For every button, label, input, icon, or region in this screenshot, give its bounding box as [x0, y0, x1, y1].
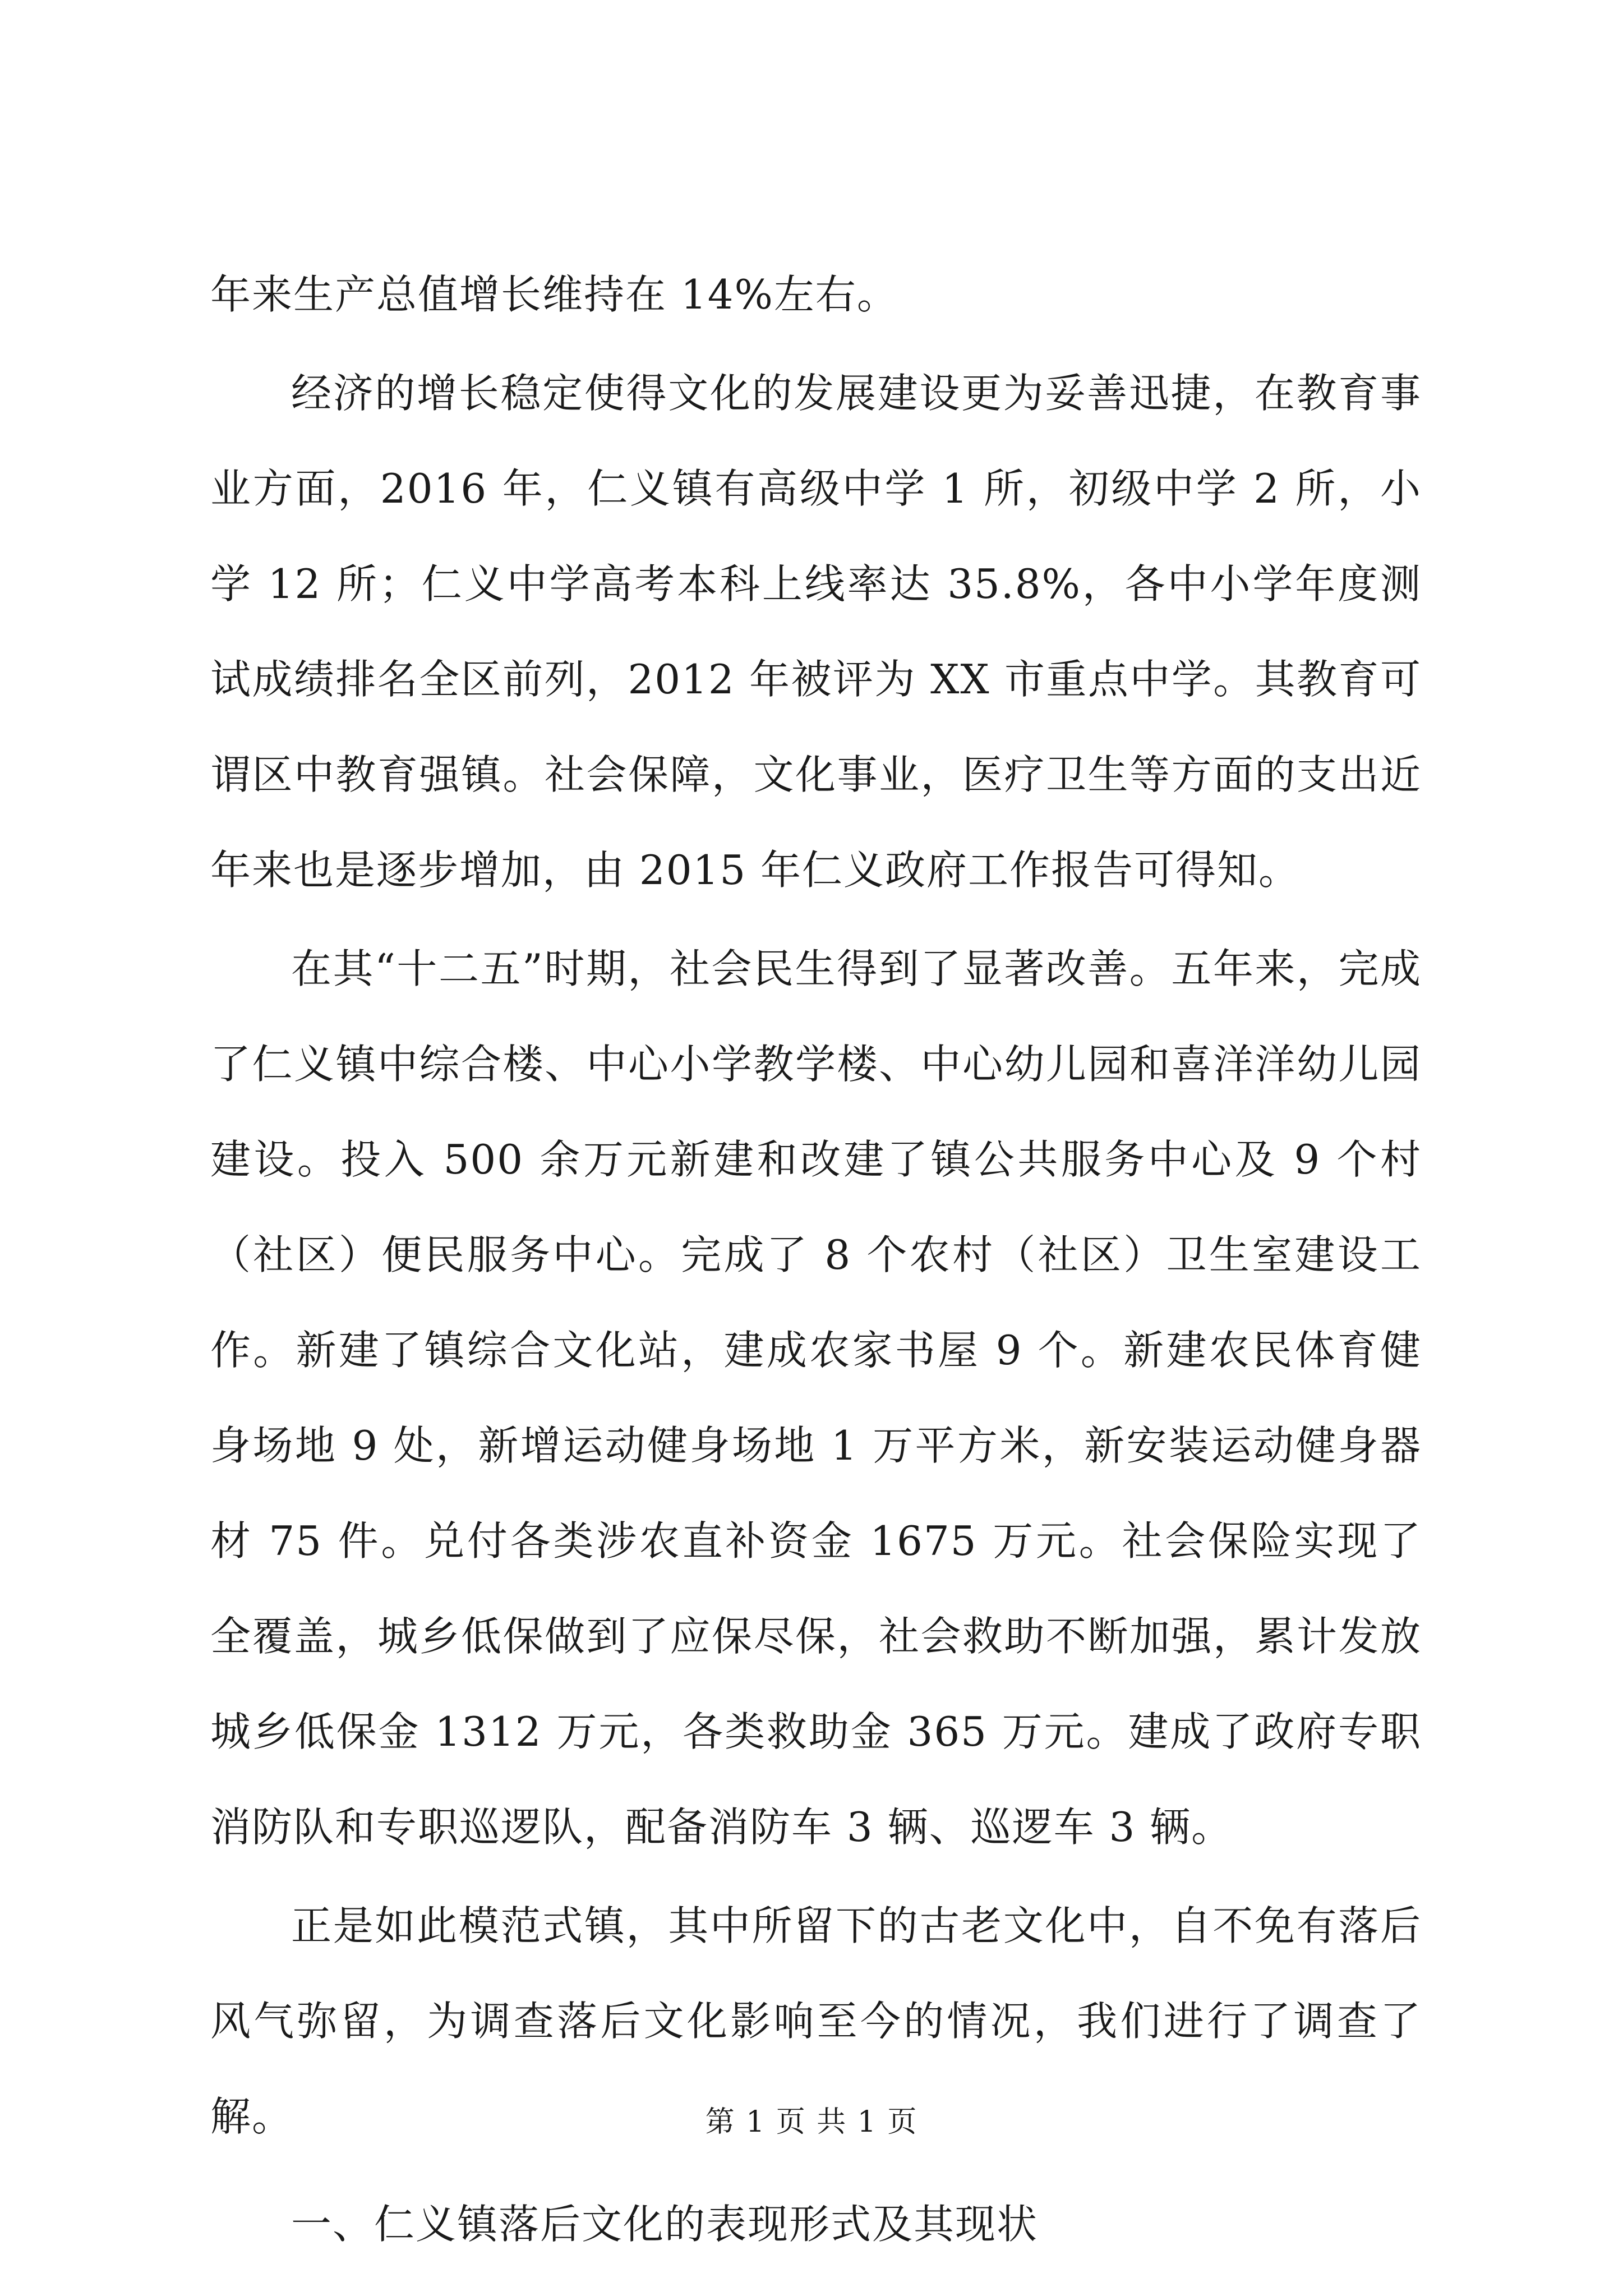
page-footer: 第 1 页 共 1 页: [705, 2105, 918, 2139]
paragraph-education: 经济的增长稳定使得文化的发展建设更为妥善迅捷，在教育事业方面，2016 年，仁义镇有高级中学 1 所，初级中学 2 所，小学 12 所；仁义中学高考本科上线率达 35.8%，各中小学年度测试成绩排名全区前列，2012 年被评为 XX 市重点中学。其教育可谓区中教育强镇。社会保障，文化事业，医疗卫生等方面的支出近年来也是逐步增加，由 2015 年仁义政府工作报告可得知。: [210, 370, 1422, 894]
paragraph-survey-intro: 正是如此模范式镇，其中所留下的古老文化中，自不免有落后风气弥留，为调查落后文化影响至今的情况，我们进行了调查了解。: [210, 1902, 1422, 2140]
paragraph-continuation: 年来生产总值增长维持在 14%左右。: [210, 271, 898, 318]
section-heading: 一、仁义镇落后文化的表现形式及其现状: [291, 2201, 1039, 2248]
document-body: [210, 247, 1422, 2272]
paragraph-livelihood: 在其“十二五”时期，社会民生得到了显著改善。五年来，完成了仁义镇中综合楼、中心小学教学楼、中心幼儿园和喜洋洋幼儿园建设。投入 500 余万元新建和改建了镇公共服务中心及 9 个村（社区）便民服务中心。完成了 8 个农村（社区）卫生室建设工作。新建了镇综合文化站，建成农家书屋 9 个。新建农民体育健身场地 9 处，新增运动健身场地 1 万平方米，新安装运动健身器材 75 件。兑付各类涉农直补资金 1675 万元。社会保险实现了全覆盖，城乡低保做到了应保尽保，社会救助不断加强，累计发放城乡低保金 1312 万元，各类救助金 365 万元。建成了政府专职消防队和专职巡逻队，配备消防车 3 辆、巡逻车 3 辆。: [210, 945, 1422, 1851]
